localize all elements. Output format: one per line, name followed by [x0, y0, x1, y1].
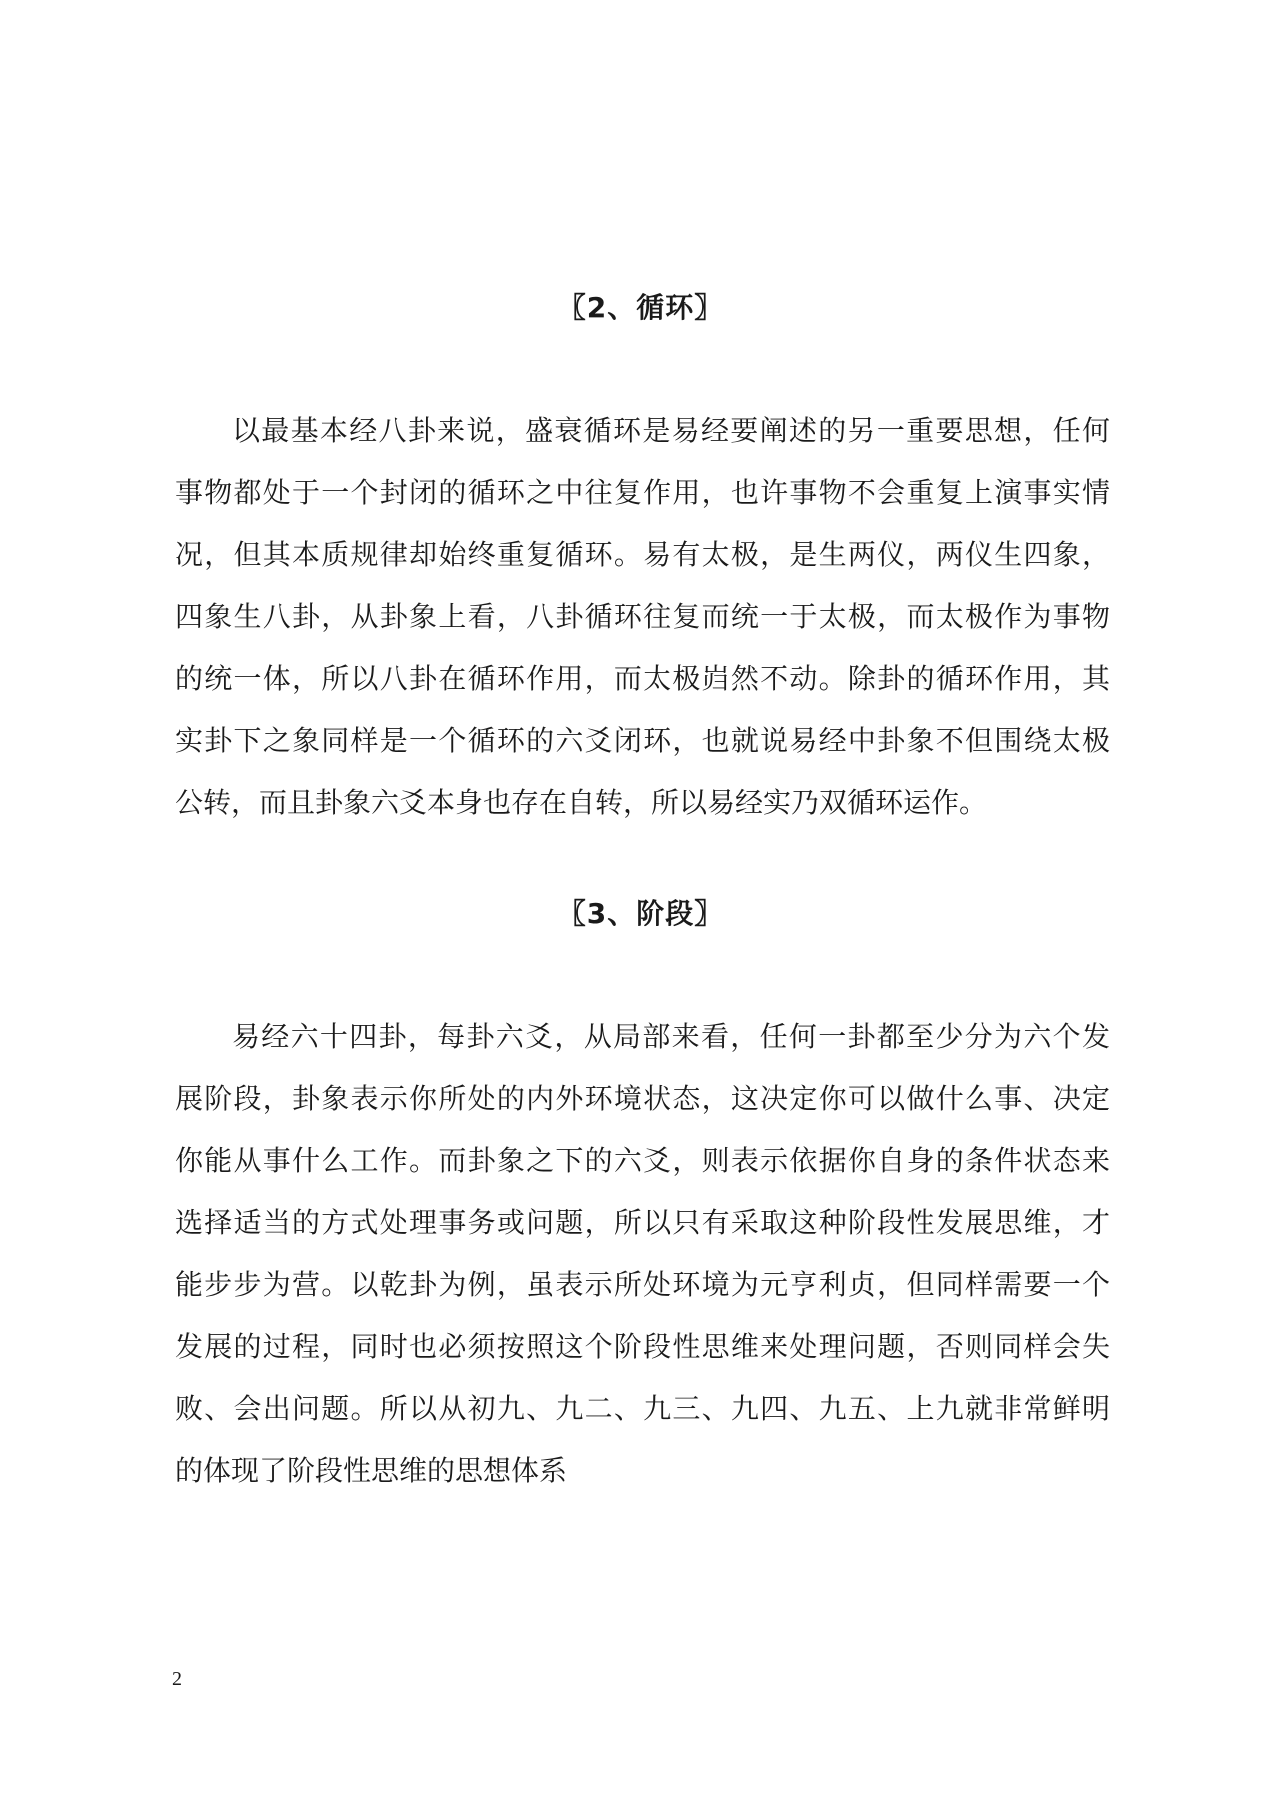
paragraph-line: 的统一体，所以八卦在循环作用，而太极岿然不动。除卦的循环作用，其: [175, 662, 1110, 695]
paragraph-line: 败、会出问题。所以从初九、九二、九三、九四、九五、上九就非常鲜明: [175, 1392, 1110, 1425]
section-heading: 〖3、阶段〗: [557, 897, 724, 930]
paragraph-line: 发展的过程，同时也必须按照这个阶段性思维来处理问题，否则同样会失: [175, 1330, 1110, 1363]
paragraph-line: 易经六十四卦，每卦六爻，从局部来看，任何一卦都至少分为六个发: [232, 1020, 1110, 1053]
section-paragraph: [175, 1006, 1110, 1502]
paragraph-line: 展阶段，卦象表示你所处的内外环境状态，这决定你可以做什么事、决定: [175, 1082, 1110, 1115]
paragraph-line: 实卦下之象同样是一个循环的六爻闭环，也就说易经中卦象不但围绕太极: [175, 724, 1110, 757]
paragraph-line: 事物都处于一个封闭的循环之中往复作用，也许事物不会重复上演事实情: [175, 476, 1110, 509]
page-number: 2: [172, 1668, 182, 1690]
section-heading: 〖2、循环〗: [557, 291, 724, 324]
paragraph-line: 公转，而且卦象六爻本身也存在自转，所以易经实乃双循环运作。: [175, 786, 988, 819]
paragraph-line: 四象生八卦，从卦象上看，八卦循环往复而统一于太极，而太极作为事物: [175, 600, 1110, 633]
paragraph-line: 况，但其本质规律却始终重复循环。易有太极，是生两仪，两仪生四象，: [175, 538, 1110, 571]
paragraph-line: 能步步为营。以乾卦为例，虽表示所处环境为元亨利贞，但同样需要一个: [175, 1268, 1110, 1301]
paragraph-line: 以最基本经八卦来说，盛衰循环是易经要阐述的另一重要思想，任何: [232, 414, 1110, 447]
paragraph-line: 选择适当的方式处理事务或问题，所以只有采取这种阶段性发展思维，才: [175, 1206, 1110, 1239]
paragraph-line: 的体现了阶段性思维的思想体系: [175, 1454, 568, 1487]
paragraph-line: 你能从事什么工作。而卦象之下的六爻，则表示依据你自身的条件状态来: [175, 1144, 1110, 1177]
section-paragraph: [175, 400, 1110, 834]
